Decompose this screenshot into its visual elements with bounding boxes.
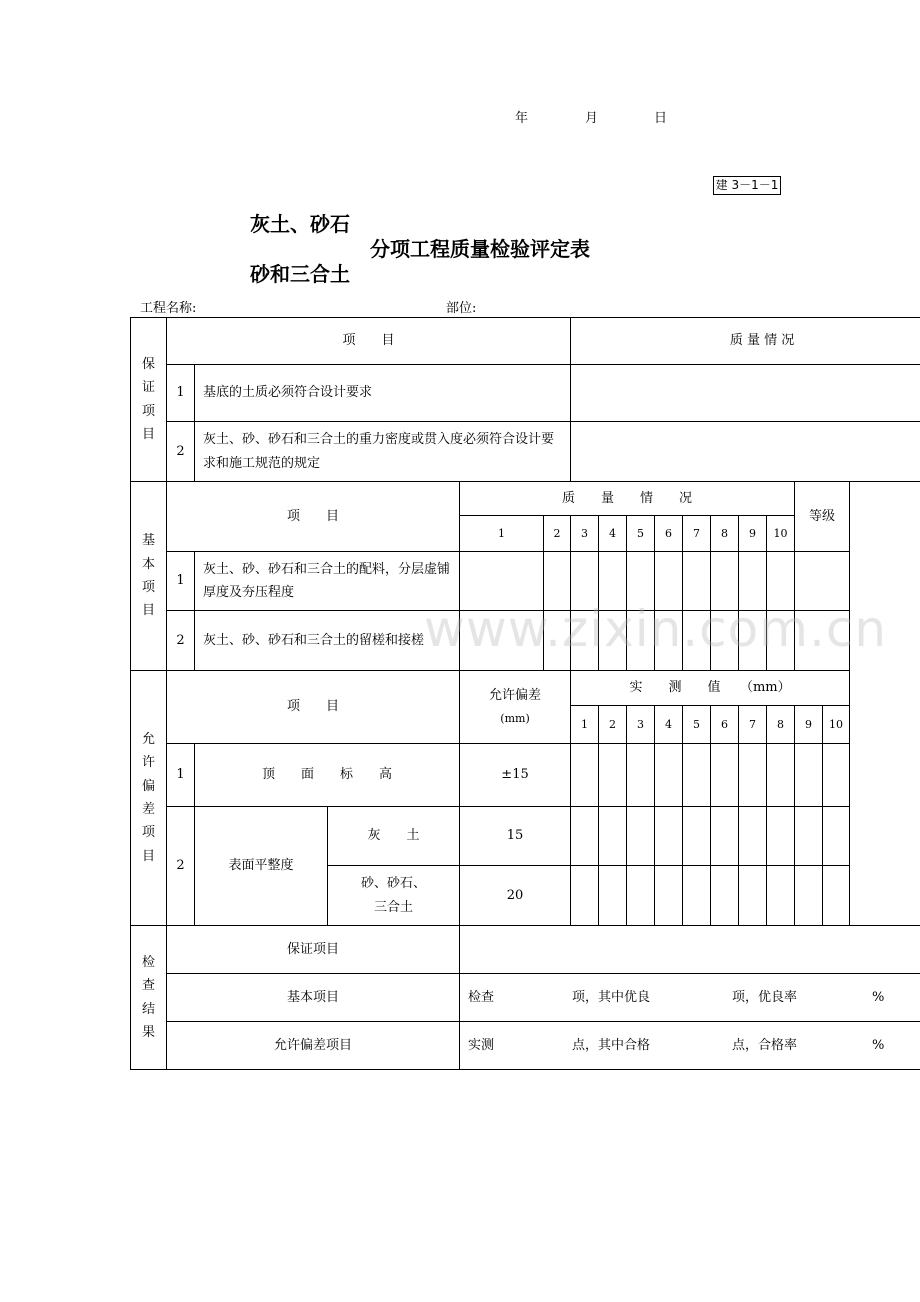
basic-col-number: 7: [683, 516, 711, 552]
tolerance-dev-header: 允许偏差 (mm): [460, 671, 571, 744]
measured-col-number: 8: [767, 706, 795, 744]
year-label: 年: [515, 111, 529, 126]
guarantee-quality-header: 质 量 情 况: [571, 318, 920, 365]
title-main: 分项工程质量检验评定表: [370, 237, 590, 261]
tolerance-item-header: 项 目: [167, 671, 460, 744]
basic-col-number: 2: [544, 516, 571, 552]
basic-col-number: 4: [599, 516, 627, 552]
measured-col-number: 6: [711, 706, 739, 744]
day-label: 日: [654, 111, 668, 126]
check-row-content: 检查 项，其中优良 项，优良率 %: [460, 974, 920, 1022]
check-section-label: 检 查 结 果: [131, 926, 167, 1070]
guarantee-row-text: 灰土、砂、砂石和三合土的重力密度或贯入度必须符合设计要求和施工规范的规定: [195, 422, 571, 482]
title-line1: 灰土、砂石: [250, 212, 350, 236]
basic-row-text: 灰土、砂、砂石和三合土的留槎和接槎: [195, 611, 460, 671]
basic-col-number: 9: [739, 516, 767, 552]
evaluation-table: [130, 317, 920, 1070]
title-line3: 砂和三合土: [250, 262, 350, 286]
month-label: 月: [585, 111, 599, 126]
project-name-label: 工程名称:: [140, 301, 197, 316]
location-label: 部位:: [446, 301, 477, 316]
basic-row-no: 1: [167, 552, 195, 611]
measured-col-number: 7: [739, 706, 767, 744]
measured-col-number: 9: [795, 706, 823, 744]
tolerance-row-text: 顶 面 标 高: [195, 744, 460, 807]
guarantee-row-quality: [571, 365, 920, 422]
tolerance-subrow-dev: 15: [460, 807, 571, 866]
basic-row-text: 灰土、砂、砂石和三合土的配料，分层虚铺厚度及夯压程度: [195, 552, 460, 611]
guarantee-row-no: 2: [167, 422, 195, 482]
basic-col-number: 5: [627, 516, 655, 552]
form-code: 建 3－1－1: [713, 176, 781, 195]
check-row-label: 允许偏差项目: [167, 1022, 460, 1070]
tolerance-measured-header: 实 测 值 （mm）: [571, 671, 850, 706]
guarantee-item-header: 项 目: [167, 318, 571, 365]
basic-col-number: 6: [655, 516, 683, 552]
basic-col-number: 8: [711, 516, 739, 552]
measured-col-number: 3: [627, 706, 655, 744]
tolerance-subrow-text: 灰 土: [328, 807, 460, 866]
tolerance-section-label: 允 许 偏 差 项 目: [131, 671, 167, 926]
measured-col-number: 1: [571, 706, 599, 744]
basic-col-number: 3: [571, 516, 599, 552]
tolerance-row-no: 2: [167, 807, 195, 926]
basic-grade-header: 等级: [795, 482, 850, 552]
check-row-content: 实测 点，其中合格 点，合格率 %: [460, 1022, 920, 1070]
tolerance-row-dev: ±15: [460, 744, 571, 807]
check-row-label: 基本项目: [167, 974, 460, 1022]
measured-col-number: 10: [823, 706, 850, 744]
guarantee-row-no: 1: [167, 365, 195, 422]
basic-item-header: 项 目: [167, 482, 460, 552]
tolerance-row-no: 1: [167, 744, 195, 807]
basic-col-number: 10: [767, 516, 795, 552]
check-row-content: [460, 926, 920, 974]
basic-quality-header: 质 量 情 况: [460, 482, 795, 516]
tolerance-subrow-text: 砂、砂石、 三合土: [328, 866, 460, 926]
measured-col-number: 5: [683, 706, 711, 744]
measured-col-number: 2: [599, 706, 627, 744]
basic-section-label: 基 本 项 目: [131, 482, 167, 671]
guarantee-row-text: 基底的土质必须符合设计要求: [195, 365, 571, 422]
check-row-label: 保证项目: [167, 926, 460, 974]
basic-col-number: 1: [460, 516, 544, 552]
tolerance-subrow-dev: 20: [460, 866, 571, 926]
basic-row-no: 2: [167, 611, 195, 671]
guarantee-row-quality: [571, 422, 920, 482]
watermark: www.zixin.com.cn: [424, 600, 888, 658]
tolerance-row-text: 表面平整度: [195, 807, 328, 926]
measured-col-number: 4: [655, 706, 683, 744]
guarantee-section-label: 保 证 项 目: [131, 318, 167, 482]
